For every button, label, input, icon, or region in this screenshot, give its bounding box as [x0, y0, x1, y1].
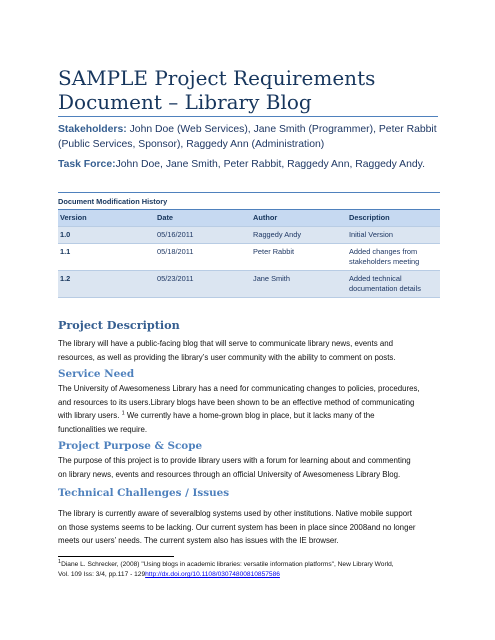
text-line: The library will have a public-facing blog that will serve to communicate library news, events and: [58, 339, 394, 348]
heading-purpose-scope: Project Purpose & Scope: [58, 440, 203, 452]
text-line: and resources to its users.Library blogs have been shown to be an effective method of communicating: [58, 397, 415, 407]
footnote-divider: [58, 556, 174, 557]
taskforce-block: [58, 157, 448, 172]
cell-date: 05/23/2011: [157, 274, 194, 283]
text-line: meets our users’ needs. The current system also has issues with the IE browser.: [58, 536, 339, 546]
header-author: Author: [253, 213, 278, 222]
cell-date: 05/18/2011: [157, 247, 194, 256]
cell-version: 1.0: [60, 230, 71, 239]
footnote-line: [58, 570, 448, 580]
header-date: Date: [157, 213, 174, 222]
cell-description-line: Added technical: [349, 274, 402, 283]
footnote: [58, 560, 448, 581]
text-line: The University of Awesomeness Library has a need for communicating changes to policies, procedures,: [58, 384, 420, 393]
footnote-text: Vol. 109 Iss: 3/4, pp.117 - 129: [58, 571, 146, 579]
table-header-row: [58, 210, 440, 227]
cell-description-line: documentation details: [349, 284, 421, 293]
header-version: Version: [60, 213, 87, 222]
cell-description-line: Added changes from: [349, 247, 418, 256]
heading-project-description: Project Description: [58, 318, 180, 332]
cell-date: 05/16/2011: [157, 230, 194, 239]
footnote-line: [58, 560, 448, 570]
text-line: on those systems seems to be lacking. Our current system has been in place since 2008and no longer: [58, 522, 416, 532]
title-divider: [58, 116, 438, 117]
text-line: [58, 409, 442, 423]
footnote-number: 1: [58, 558, 62, 565]
text-fragment: with library users.: [58, 411, 122, 421]
heading-technical-challenges: Technical Challenges / Issues: [58, 487, 230, 499]
heading-service-need: Service Need: [58, 368, 135, 380]
header-description: Description: [349, 213, 390, 222]
cell-description: [347, 244, 440, 270]
cell-description: [347, 271, 440, 297]
table-row: [58, 271, 440, 298]
paragraph-service-need: [58, 382, 442, 436]
cell-author: Peter Rabbit: [253, 247, 295, 256]
text-line: The library is currently aware of severalblog systems used by other institutions. Native mobile support: [58, 509, 412, 518]
modification-history-table: [58, 192, 440, 298]
stakeholders-label: Stakeholders:: [58, 124, 127, 135]
table-row: [58, 227, 440, 244]
document-title: [58, 66, 448, 114]
stakeholders-text-1: John Doe (Web Services), Jane Smith (Programmer), Peter Rabbit: [126, 124, 437, 135]
table-caption: Document Modification History: [58, 193, 440, 210]
paragraph-technical-challenges: [58, 507, 442, 548]
text-line: The purpose of this project is to provide library users with a forum for learning about and commenting: [58, 456, 411, 465]
paragraph-purpose-scope: [58, 454, 442, 481]
text-fragment: We currently have a home-grown blog in place, but it lacks many of the: [124, 411, 375, 421]
cell-description: [347, 227, 440, 243]
table-row: [58, 244, 440, 271]
title-line-2: Document – Library Blog: [58, 90, 312, 114]
text-line: functionalities we require.: [58, 424, 148, 434]
stakeholders-block: [58, 122, 448, 152]
cell-version: 1.1: [60, 247, 71, 256]
paragraph-project-description: [58, 337, 442, 364]
taskforce-label: Task Force:: [58, 159, 116, 170]
cell-description-line: Initial Version: [349, 230, 393, 239]
title-line-1: SAMPLE Project Requirements: [58, 66, 376, 90]
doi-link[interactable]: http://dx.doi.org/10.1108/03074800810857586: [145, 571, 280, 579]
footnote-reference[interactable]: 1: [121, 410, 125, 417]
cell-author: Jane Smith: [253, 274, 290, 283]
cell-description-line: stakeholders meeting: [349, 257, 420, 266]
cell-author: Raggedy Andy: [253, 230, 302, 239]
taskforce-text: John Doe, Jane Smith, Peter Rabbit, Raggedy Ann, Raggedy Andy.: [115, 159, 425, 170]
cell-version: 1.2: [60, 274, 71, 283]
text-line: resources, as well as providing the library’s user community with the ability to comment on posts.: [58, 352, 396, 362]
text-line: on library news, events and resources through an official University of Awesomeness Library Blog.: [58, 469, 401, 479]
stakeholders-text-2: (Public Services, Sponsor), Raggedy Ann (Administration): [58, 139, 325, 150]
footnote-text: Diane L. Schrecker, (2008) "Using blogs in academic libraries: versatile information platforms", New Library World,: [61, 561, 394, 568]
